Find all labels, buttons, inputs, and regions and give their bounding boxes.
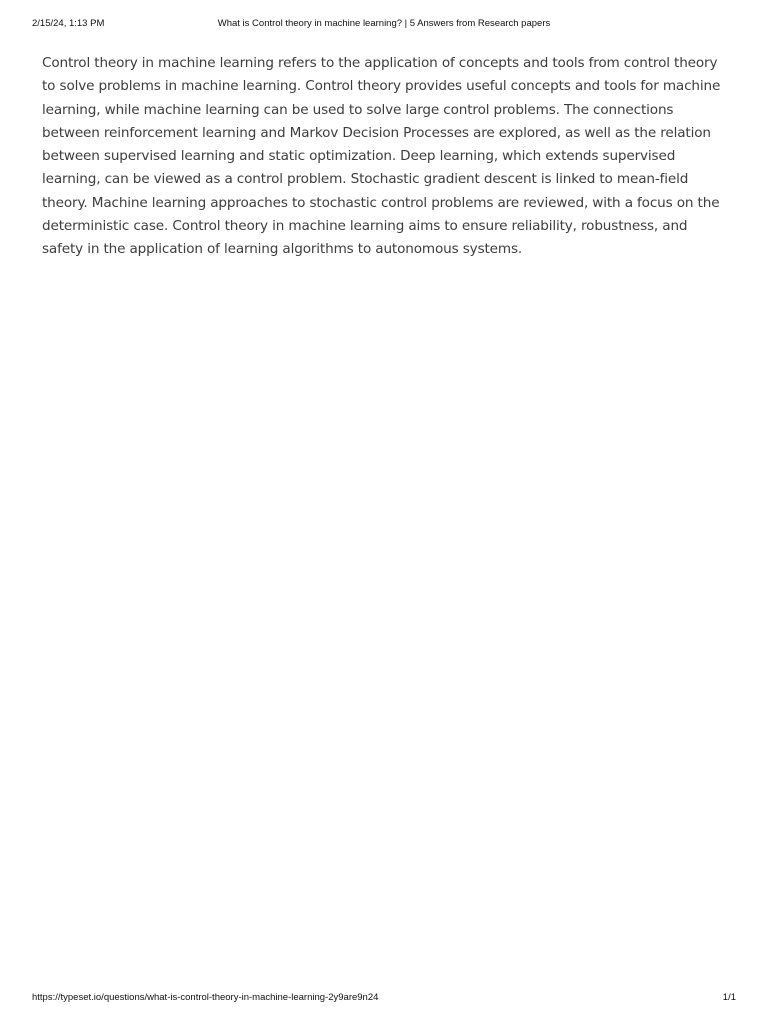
answer-content <box>42 52 726 262</box>
print-datetime: 2/15/24, 1:13 PM <box>32 18 105 29</box>
print-footer <box>32 992 736 1006</box>
page-url: https://typeset.io/questions/what-is-control-theory-in-machine-learning-2y9are9n24 <box>32 992 379 1003</box>
page-number: 1/1 <box>722 992 736 1003</box>
answer-paragraph: Control theory in machine learning refers to the application of concepts and tools from control theory to solve problems in machine learning. Control theory provides useful concepts and tools for machine learning, while machine learning can be used to solve large control problems. The connections between reinforcement learning and Markov Decision Processes are explored, as well as the relation between supervised learning and static optimization. Deep learning, which extends supervised learning, can be viewed as a control problem. Stochastic gradient descent is linked to mean-field theory. Machine learning approaches to stochastic control problems are reviewed, with a focus on the deterministic case. Control theory in machine learning aims to ensure reliability, robustness, and safety in the application of learning algorithms to autonomous systems. <box>42 55 721 258</box>
page-title: What is Control theory in machine learning? | 5 Answers from Research papers <box>217 18 551 29</box>
print-header <box>32 18 736 32</box>
